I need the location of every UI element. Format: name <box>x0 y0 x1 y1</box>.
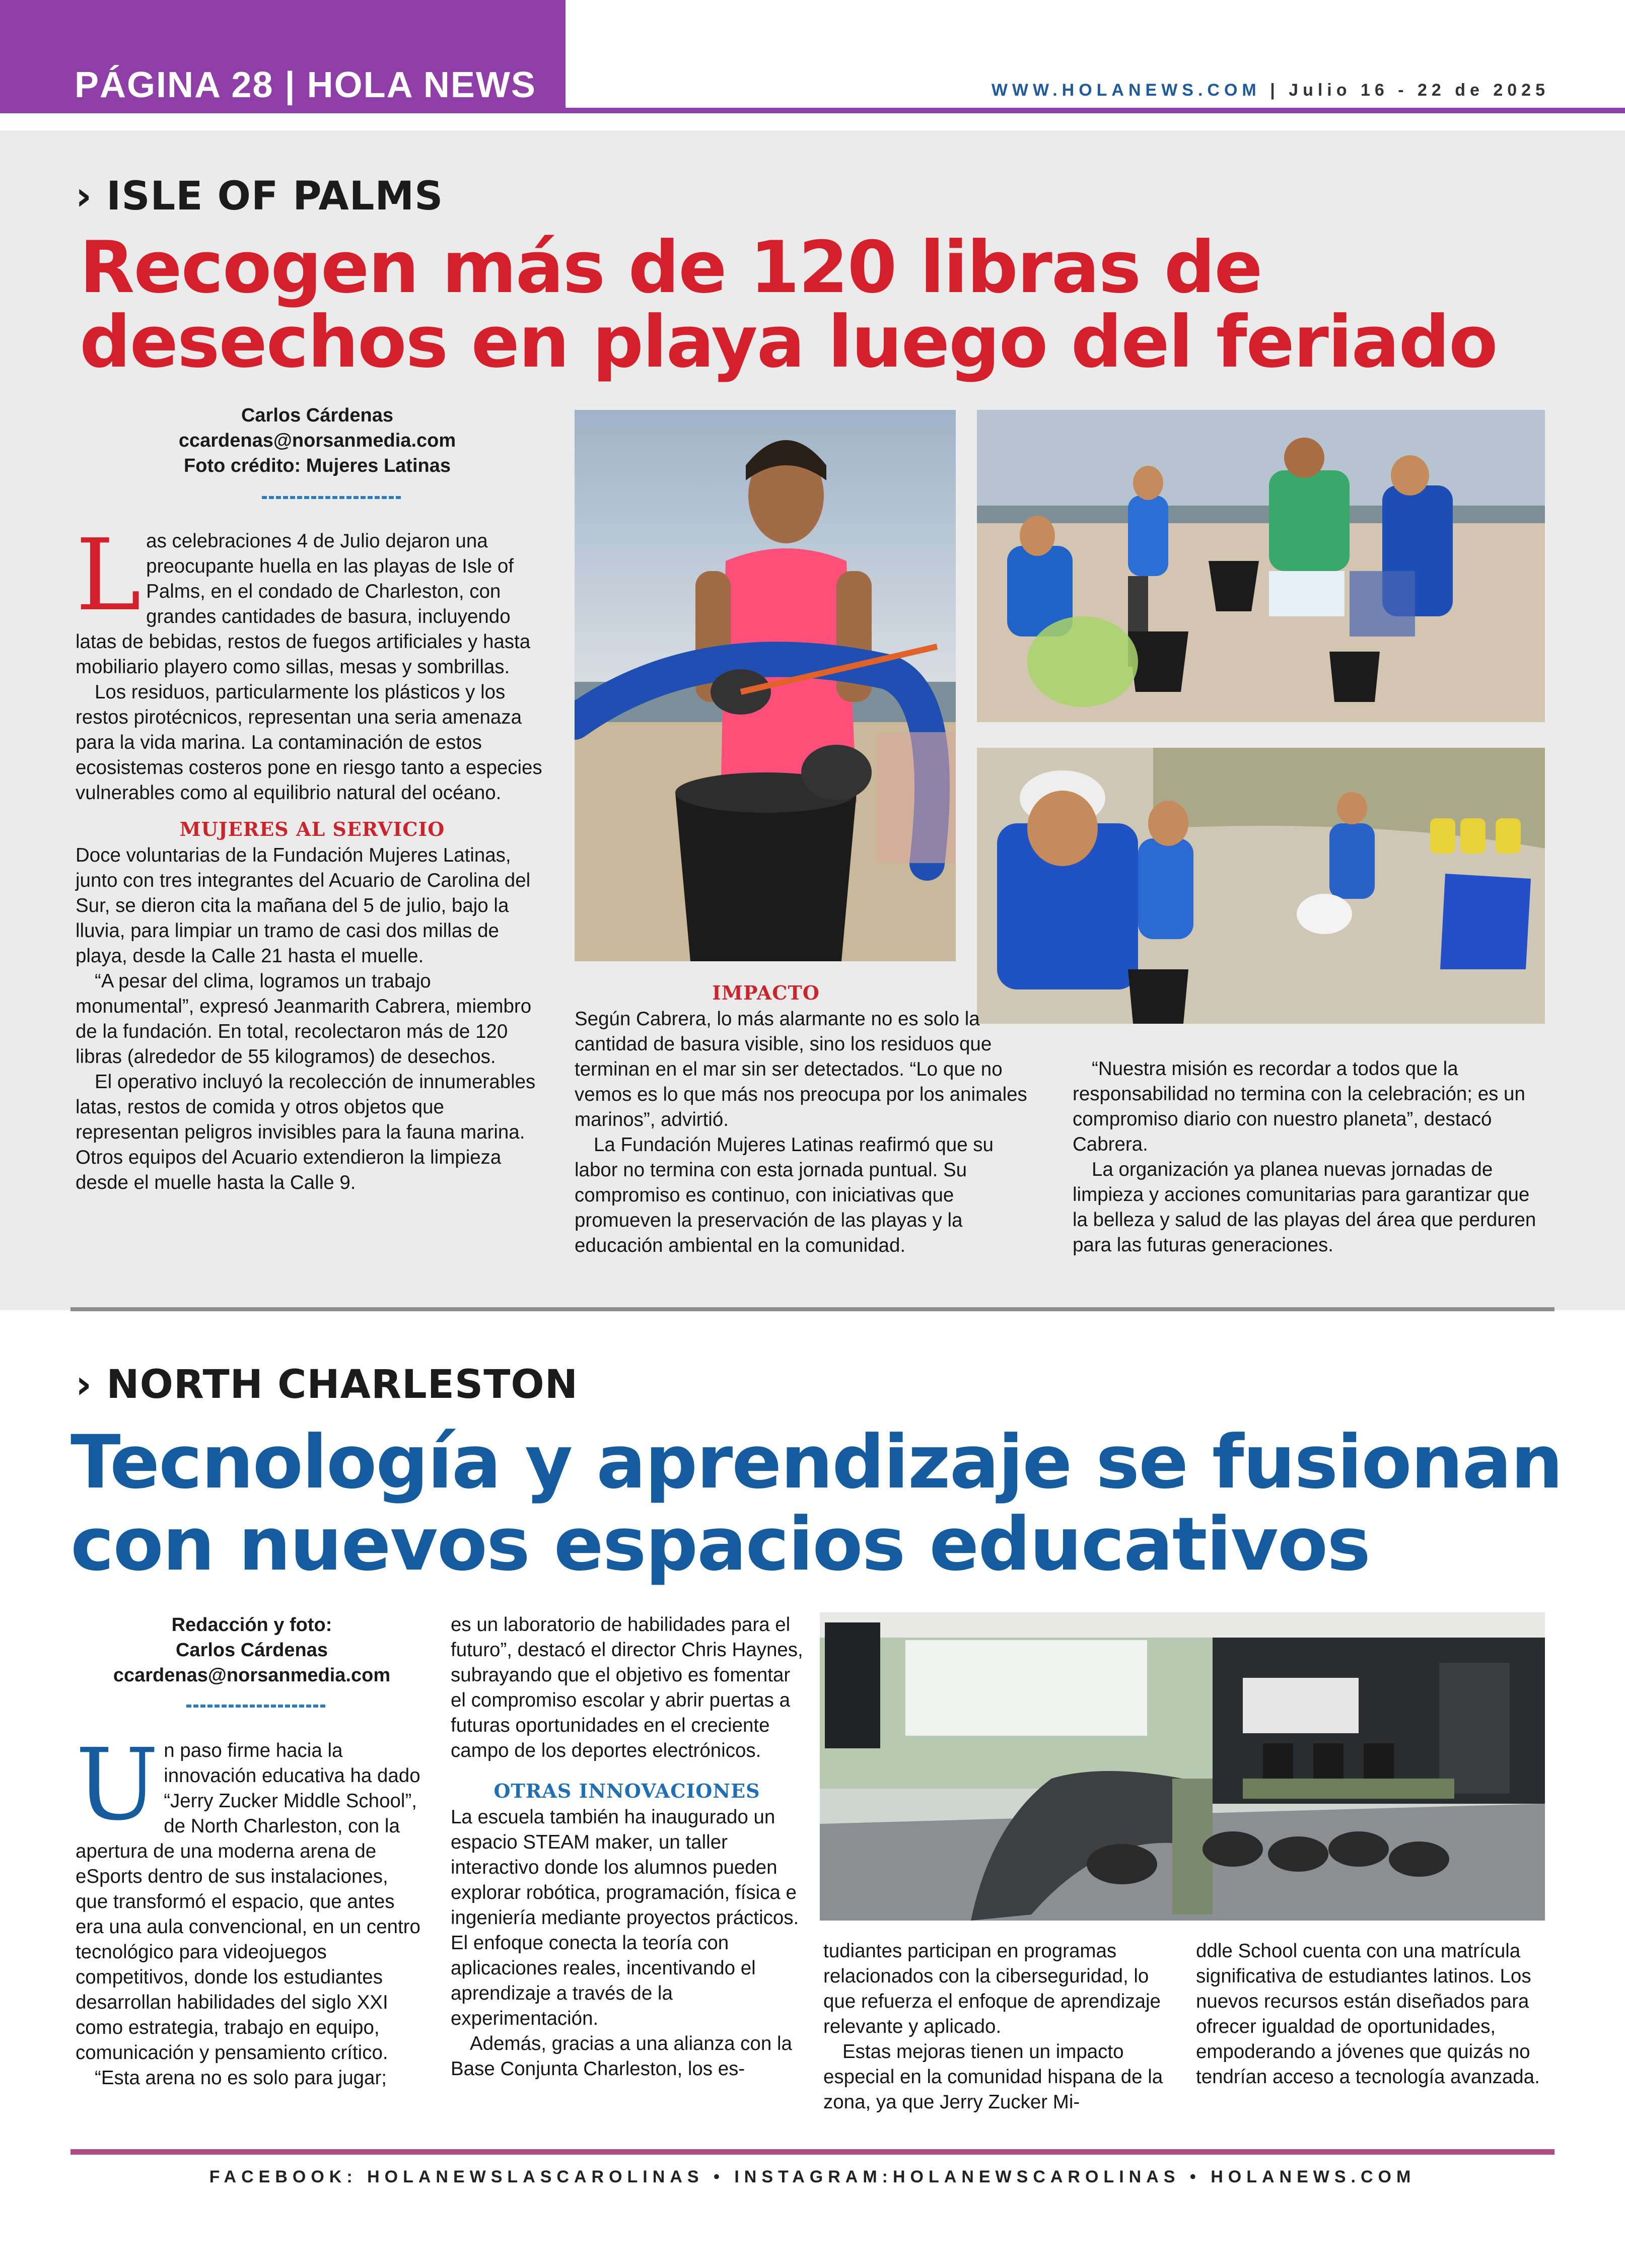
headline-line-2: desechos en playa luego del feriado <box>80 301 1497 384</box>
section-divider <box>70 1307 1555 1311</box>
photo-esports-classroom <box>820 1612 1545 1921</box>
paragraph: es un laboratorio de habilidades para el futuro”, destacó el director Chris Haynes, subrayando que el objetivo es fomentar el compromiso escolar y abrir puertas a futuras oportunidades en el creciente campo de los deportes electrónicos. <box>451 1614 803 1761</box>
paragraph: Doce voluntarias de la Fundación Mujeres Latinas, junto con tres integrantes del Acuario de Carolina del Sur, se dieron cita la mañana del 5 de julio, bajo la lluvia, para limpiar un tramo de casi dos millas de playa, desde la Calle 21 hasta el muelle. <box>76 844 531 967</box>
subheading: IMPACTO <box>712 981 820 1004</box>
paragraph: “A pesar del clima, logramos un trabajo monumental”, expresó Jeanmarith Cabrera, miembro de la fundación. En total, recolectaron más de 120 libras (alrededor de 55 kilogramos) de desechos. <box>76 970 532 1068</box>
byline-author: Carlos Cárdenas <box>241 405 393 426</box>
article-column-4 <box>1196 1939 1543 2090</box>
paragraph: ddle School cuenta con una matrícula significativa de estudiantes latinos. Los nuevos recursos están diseñados para ofrecer igualdad de oportunidades, empoderando a jóvenes que quizás no tendrían acceso a tecnología avanzada. <box>1196 1940 1540 2088</box>
paragraph: Los residuos, particularmente los plásticos y los restos pirotécnicos, representan una seria amenaza para la vida marina. La contaminación de estos ecosistemas costeros pone en riesgo tanto a especies vulnerables como al equilibrio natural del océano. <box>76 681 542 804</box>
site-url[interactable]: WWW.HOLANEWS.COM <box>991 81 1261 100</box>
section-kicker: › ISLE OF PALMS <box>76 174 444 219</box>
paragraph: “Esta arena no es solo para jugar; <box>95 2067 387 2089</box>
article-column-3 <box>1073 1056 1546 1258</box>
footer-rule <box>70 2149 1555 2155</box>
byline-label: Redacción y foto: <box>171 1614 332 1636</box>
paragraph: La organización ya planea nuevas jornadas de limpieza y acciones comunitarias para garantizar que la belleza y salud de las playas del área que perduren para las futuras generaciones. <box>1073 1159 1536 1256</box>
article-column-2 <box>575 979 1038 1258</box>
byline <box>81 1612 423 1688</box>
dropcap: L <box>76 518 142 633</box>
paragraph: as celebraciones 4 de Julio dejaron una preocupante huella en las playas de Isle of Palms, en el condado de Charleston, con grandes cantidades de basura, incluyendo latas de bebidas, restos de fuegos artificiales y hasta mobiliario playero como sillas, mesas y sombrillas. <box>76 530 531 678</box>
paragraph: La escuela también ha inaugurado un espacio STEAM maker, un taller interactivo donde los alumnos pueden explorar robótica, programación, física e ingeniería mediante proyectos prácticos. El enfoque conecta la teoría con aplicaciones reales, incentivando el aprendizaje a través de la experimentación. <box>451 1806 799 2029</box>
footer-social-links[interactable]: FACEBOOK: HOLANEWSLASCAROLINAS • INSTAGRAM:HOLANEWSCAROLINAS • HOLANEWS.COM <box>209 2167 1416 2186</box>
paragraph: Además, gracias a una alianza con la Base Conjunta Charleston, los es- <box>451 2033 792 2080</box>
headline-line-1: Recogen más de 120 libras de <box>80 226 1262 309</box>
byline-photo-credit: Foto crédito: Mujeres Latinas <box>184 455 451 476</box>
page-label: PÁGINA 28 | HOLA NEWS <box>75 65 536 105</box>
byline-email[interactable]: ccardenas@norsanmedia.com <box>178 430 456 451</box>
byline-email[interactable]: ccardenas@norsanmedia.com <box>113 1665 391 1686</box>
paragraph: El operativo incluyó la recolección de innumerables latas, restos de comida y otros objetos que representan peligros invisibles para la fauna marina. Otros equipos del Acuario extendieron la limpieza desde el muelle hasta la Calle 9. <box>76 1071 536 1193</box>
issue-date: | Julio 16 - 22 de 2025 <box>1260 81 1549 100</box>
paragraph: “Nuestra misión es recordar a todos que la responsabilidad no termina con la celebración; es un compromiso diario con nuestro planeta”, destacó Cabrera. <box>1073 1058 1525 1155</box>
headline-line-2: con nuevos espacios educativos <box>70 1502 1370 1587</box>
article-column-1 <box>76 518 549 1264</box>
article-column-1 <box>76 1728 423 2091</box>
section-kicker: › NORTH CHARLESTON <box>76 1362 578 1407</box>
article-column-2 <box>451 1612 803 2082</box>
paragraph: n paso firme hacia la innovación educativa ha dado “Jerry Zucker Middle School”, de North Charleston, con la apertura de una moderna arena de eSports dentro de sus instalaciones, que transformó el espacio, que antes era una aula convencional, en un centro tecnológico para videojuegos competitivos, donde los estudiantes desarrollan habilidades del siglo XXI como estrategia, trabajo en equipo, comunicación y pensamiento crítico. <box>76 1740 420 2064</box>
paragraph: Estas mejoras tienen un impacto especial en la comunidad hispana de la zona, ya que Jerry Zucker Mi- <box>823 2041 1163 2113</box>
byline-author: Carlos Cárdenas <box>175 1640 328 1661</box>
header-rule <box>566 108 1625 113</box>
subheading: MUJERES AL SERVICIO <box>179 818 445 840</box>
byline-rule <box>262 496 403 499</box>
photo-dunes-cleanup <box>977 748 1545 1024</box>
header-site-date <box>992 81 1549 100</box>
paragraph: La Fundación Mujeres Latinas reafirmó que su labor no termina con esta jornada puntual. Su compromiso es continuo, con iniciativas que promueven la preservación de las playas y la educación ambiental en la comunidad. <box>575 1134 994 1256</box>
byline-rule <box>186 1705 327 1708</box>
article-column-3 <box>823 1939 1171 2115</box>
subheading: OTRAS INNOVACIONES <box>493 1780 760 1802</box>
photo-volunteers-group <box>977 410 1545 722</box>
dropcap: U <box>76 1728 159 1842</box>
headline-line-1: Tecnología y aprendizaje se fusionan <box>70 1420 1563 1505</box>
paragraph: Según Cabrera, lo más alarmante no es solo la cantidad de basura visible, sino los residuos que terminan en el mar sin ser detectados. “Lo que no vemos es lo que más nos preocupa por los animales marinos”, advirtió. <box>575 1008 1027 1130</box>
photo-volunteer-portrait <box>575 410 956 961</box>
paragraph: tudiantes participan en programas relacionados con la ciberseguridad, lo que refuerza el enfoque de aprendizaje relevante y aplicado. <box>823 1940 1161 2037</box>
byline <box>91 403 544 478</box>
